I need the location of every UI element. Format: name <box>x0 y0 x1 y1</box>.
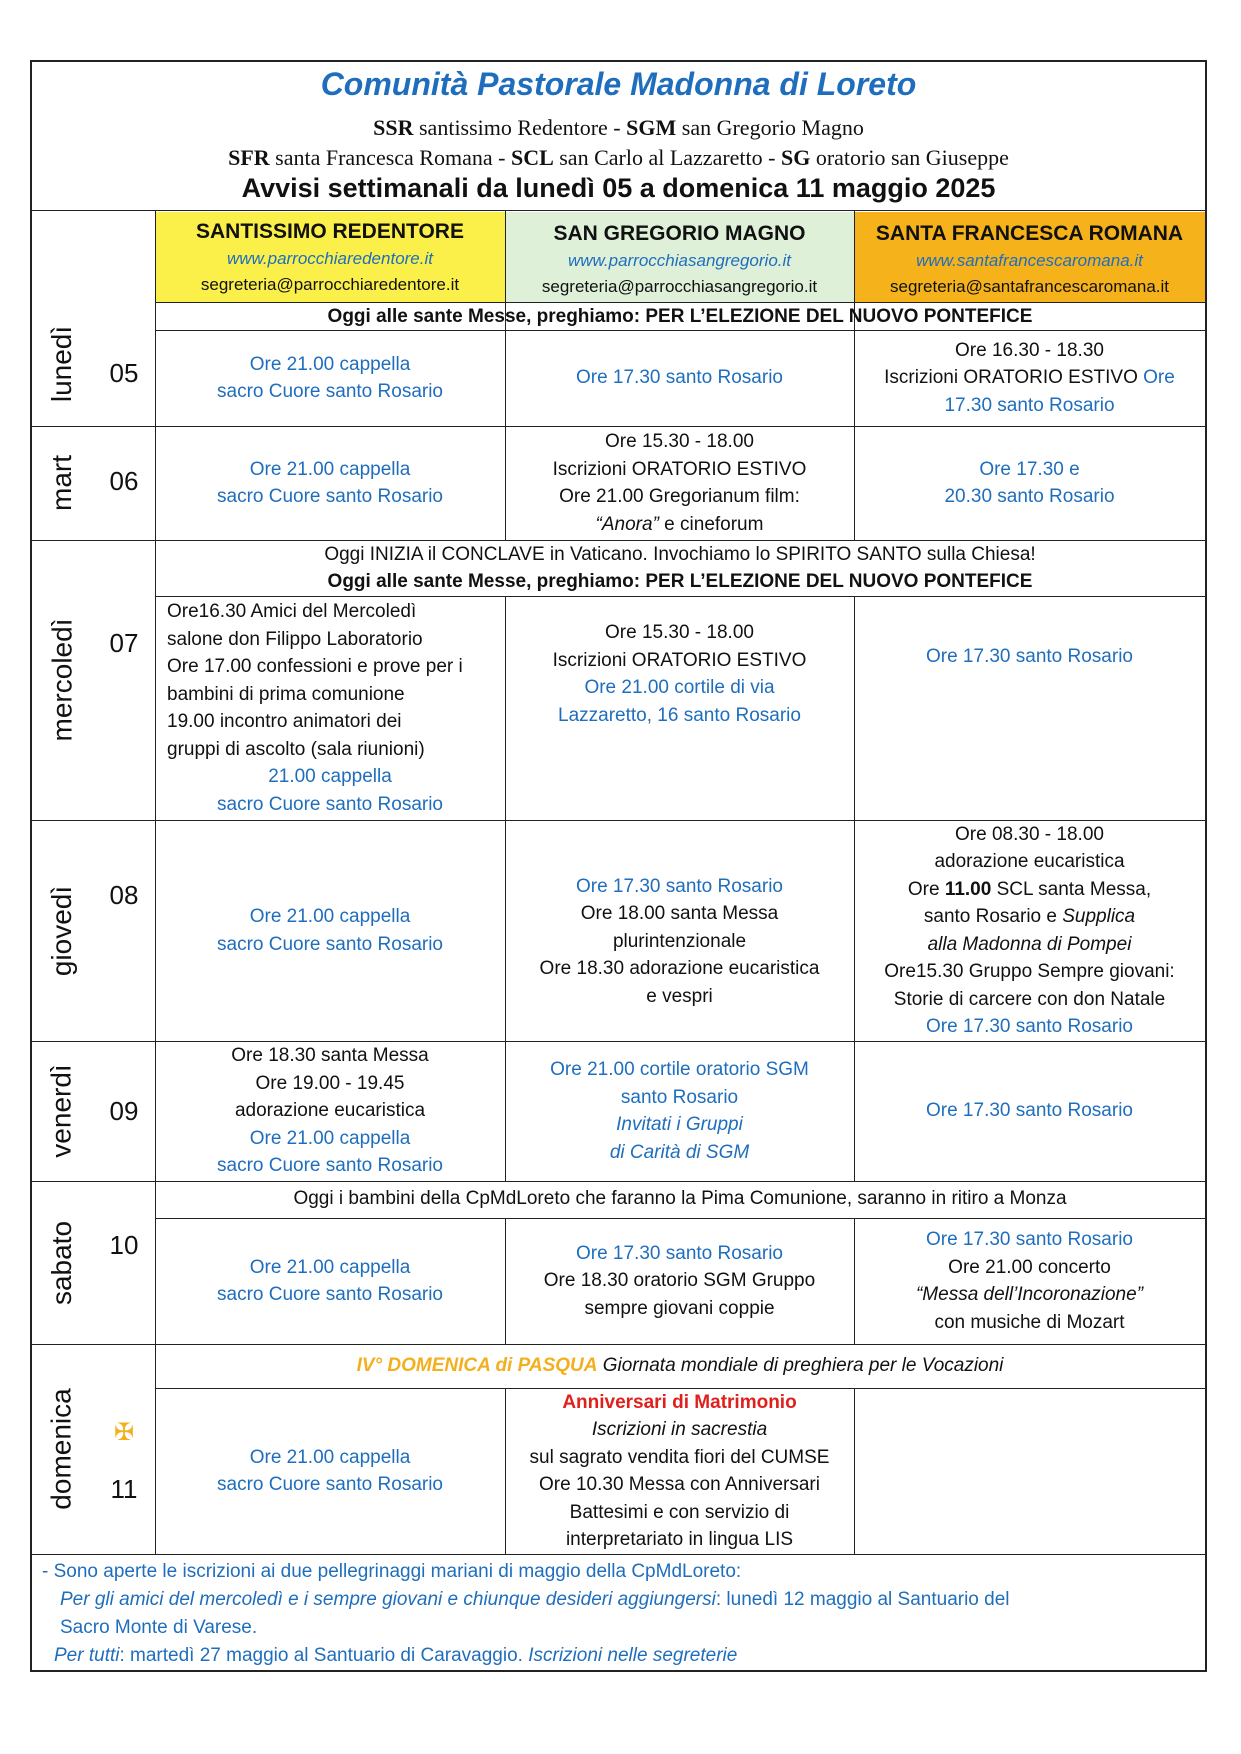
saturday-sgm: Ore 17.30 santo Rosario Ore 18.30 oratorio SGM Gruppo sempre giovani coppie <box>543 1242 816 1319</box>
day-number-friday: 09 <box>109 1096 139 1126</box>
thursday-sgm: Ore 17.30 santo Rosario Ore 18.00 santa Messa plurintenzionale Ore 18.30 adorazione eucaristica e vespri <box>539 875 820 1007</box>
header <box>32 62 1205 210</box>
sunday-banner: IV° DOMENICA di PASQUA Giornata mondiale di preghiera per le Vocazioni <box>356 1355 1004 1376</box>
ssr-email-link[interactable]: segreteria@parrocchiaredentore.it <box>200 275 460 294</box>
friday-sgm: Ore 21.00 cortile oratorio SGM santo Rosario Invitati i Gruppi di Carità di SGM <box>550 1059 809 1163</box>
sgm-email-link[interactable]: segreteria@parrocchiasangregorio.it <box>541 277 818 296</box>
sunday-sfr <box>854 1388 1205 1554</box>
saturday-ssr: Ore 21.00 cappella sacro Cuore santo Rosario <box>217 1256 443 1305</box>
monday-sgm: Ore 17.30 santo Rosario <box>575 367 783 389</box>
parish-legend-line-1: SSR santissimo Redentore - SGM san Gregorio Magno <box>373 115 864 140</box>
friday-sfr: Ore 17.30 santo Rosario <box>925 1100 1133 1122</box>
thursday-sfr: Ore 08.30 - 18.00 adorazione eucaristica Ore 11.00 SCL santa Messa, santo Rosario e Supplica alla Madonna di Pompei Ore15.30 Gruppo Sempre giovani: Storie di carcere con don Natale Ore 17.30 santo Rosario <box>884 823 1175 1037</box>
day-label-saturday: sabato <box>46 1220 78 1305</box>
wednesday-sfr: Ore 17.30 santo Rosario <box>925 646 1133 668</box>
day-number-wednesday: 07 <box>109 628 139 658</box>
sunday-ssr: Ore 21.00 cappella sacro Cuore santo Rosario <box>217 1446 443 1495</box>
saturday-sfr: Ore 17.30 santo Rosario Ore 21.00 concerto “Messa dell’Incoronazione” con musiche di Mozart <box>915 1229 1144 1333</box>
day-label-thursday: giovedì <box>46 885 78 976</box>
day-number-saturday: 10 <box>109 1230 139 1260</box>
day-label-sunday: domenica <box>46 1388 77 1510</box>
parish-legend-line-2: SFR santa Francesca Romana - SCL san Carlo al Lazzaretto - SG oratorio san Giuseppe <box>228 145 1009 170</box>
wednesday-ssr: Ore16.30 Amici del Mercoledì salone don Filippo Laboratorio Ore 17.00 confessioni e prove per i bambini di prima comunione 19.00 incontro animatori dei gruppi di ascolto (sala riunioni) 21.00 cappella sacro Cuore santo Rosario <box>167 601 463 815</box>
parish-header-sfr: SANTA FRANCESCA ROMANA www.santafrancescaromana.it segreteria@santafrancescaromana.it <box>854 212 1205 302</box>
sunday-sgm: Anniversari di Matrimonio Iscrizioni in sacrestia sul sagrato vendita fiori del CUMSE Ore 10.30 Messa con Anniversari Battesimi e con servizio di interpretariato in lingua LIS <box>529 1391 830 1550</box>
parish-header-ssr: SANTISSIMO REDENTORE www.parrocchiaredentore.it segreteria@parrocchiaredentore.it <box>155 212 505 302</box>
notice-frame <box>30 60 1207 1672</box>
weekly-notice-subtitle: Avvisi settimanali da lunedì 05 a domenica 11 maggio 2025 <box>241 173 996 203</box>
sfr-website-link[interactable]: www.santafrancescaromana.it <box>916 251 1143 270</box>
ssr-website-link[interactable]: www.parrocchiaredentore.it <box>227 249 433 268</box>
day-label-monday: lunedì <box>46 325 78 403</box>
saturday-banner: Oggi i bambini della CpMdLoreto che faranno la Pima Comunione, saranno in ritiro a Monza <box>293 1188 1067 1209</box>
thursday-ssr: Ore 21.00 cappella sacro Cuore santo Rosario <box>217 906 443 955</box>
tuesday-ssr: Ore 21.00 cappella sacro Cuore santo Rosario <box>217 458 443 507</box>
day-label-wednesday: mercoledì <box>46 618 77 742</box>
cross-icon: ✠ <box>113 1419 135 1446</box>
day-number-thursday: 08 <box>109 880 139 910</box>
tuesday-sfr: Ore 17.30 e 20.30 santo Rosario <box>944 458 1115 507</box>
wednesday-sgm: Ore 15.30 - 18.00 Iscrizioni ORATORIO ESTIVO Ore 21.00 cortile di via Lazzaretto, 16 santo Rosario <box>552 622 807 726</box>
sgm-website-link[interactable]: www.parrocchiasangregorio.it <box>568 251 791 270</box>
tuesday-sgm: Ore 15.30 - 18.00 Iscrizioni ORATORIO ESTIVO Ore 21.00 Gregorianum film: “Anora” e cineforum <box>552 431 807 535</box>
sfr-email-link[interactable]: segreteria@santafrancescaromana.it <box>889 277 1169 296</box>
wednesday-banner-prayer: Oggi alle sante Messe, preghiamo: PER L’ELEZIONE DEL NUOVO PONTEFICE <box>327 571 1033 592</box>
day-number-monday: 05 <box>109 358 139 388</box>
friday-ssr: Ore 18.30 santa Messa Ore 19.00 - 19.45 adorazione eucaristica Ore 21.00 cappella sacro Cuore santo Rosario <box>217 1045 443 1177</box>
monday-ssr: Ore 21.00 cappella sacro Cuore santo Rosario <box>217 353 443 402</box>
day-number-tuesday: 06 <box>109 466 139 496</box>
day-label-friday: venerdì <box>46 1064 77 1158</box>
day-number-sunday: 11 <box>110 1474 138 1504</box>
monday-sfr: Ore 16.30 - 18.30 Iscrizioni ORATORIO ESTIVO Ore 17.30 santo Rosario <box>884 339 1175 416</box>
wednesday-banner-conclave: Oggi INIZIA il CONCLAVE in Vaticano. Invochiamo lo SPIRITO SANTO sulla Chiesa! <box>324 544 1036 565</box>
pilgrimage-notice: - Sono aperte le iscrizioni ai due pellegrinaggi mariani di maggio della CpMdLoreto: Per gli amici del mercoledì e i sempre giovani e chiunque desideri aggiungersi: lunedì 12 maggio al Santuario del Sacro Monte di Varese. Per tutti: martedì 27 maggio al Santuario di Caravaggio. Iscrizioni nelle segreterie <box>42 1561 1010 1666</box>
day-label-tuesday: mart <box>46 455 77 511</box>
monday-banner: Oggi alle sante Messe, preghiamo: PER L’ELEZIONE DEL NUOVO PONTEFICE <box>327 306 1033 327</box>
parish-header-sgm: SAN GREGORIO MAGNO www.parrocchiasangregorio.it segreteria@parrocchiasangregorio.it <box>505 212 854 302</box>
community-title: Comunità Pastorale Madonna di Loreto <box>320 66 917 102</box>
